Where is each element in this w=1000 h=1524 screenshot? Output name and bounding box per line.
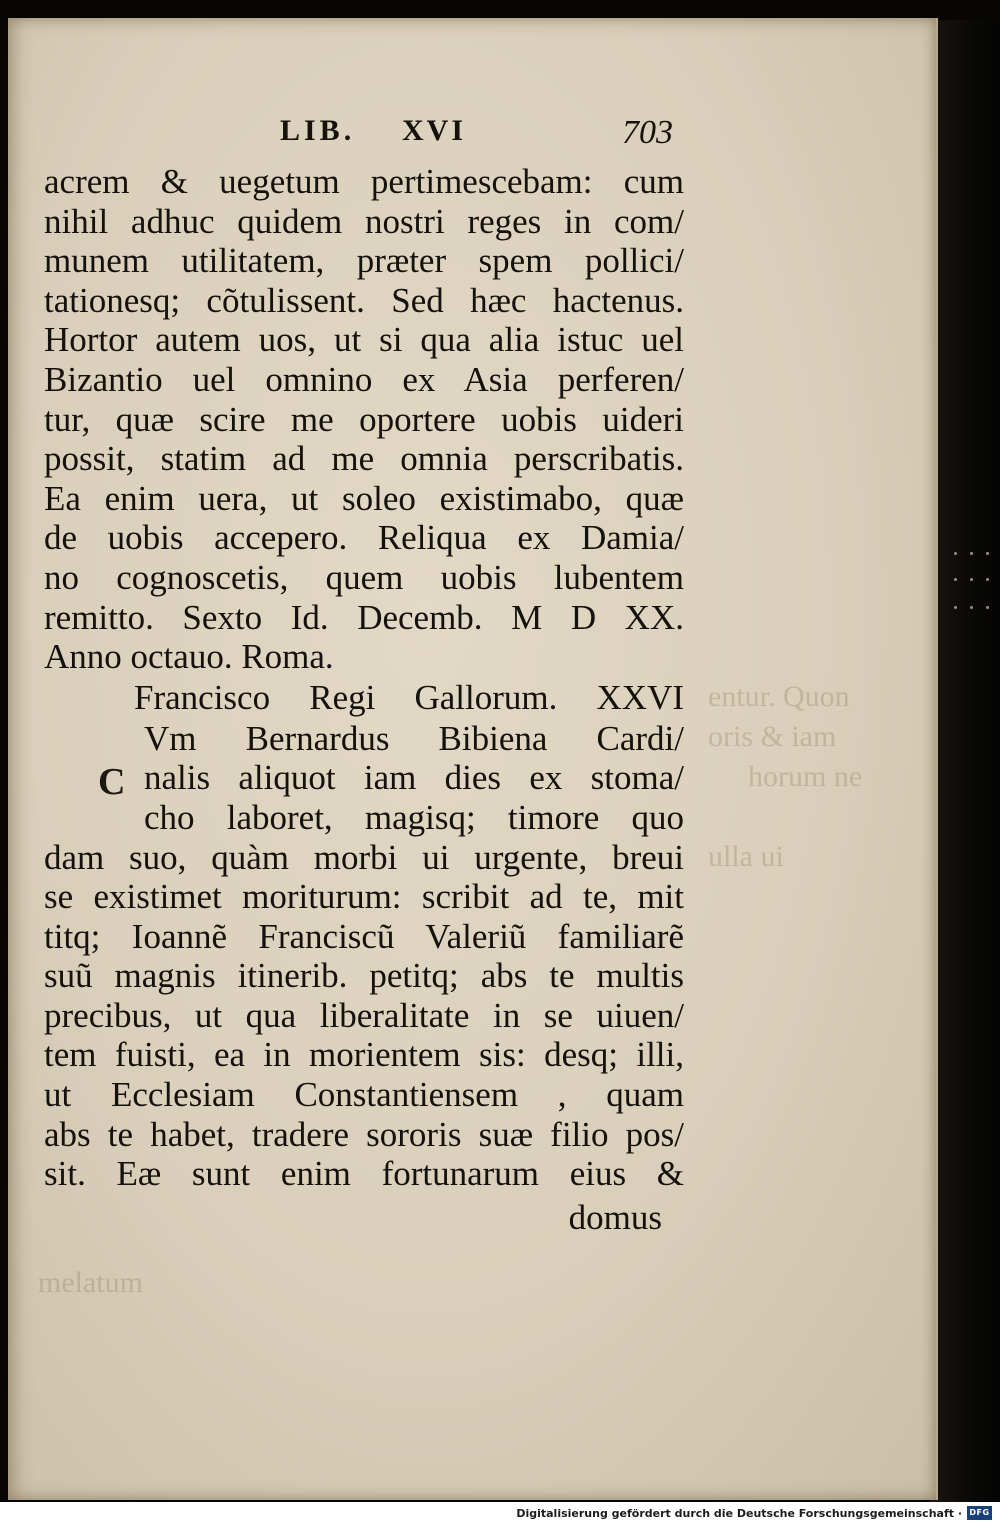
- paragraph-letter-end: [44, 162, 684, 677]
- text-line: se existimet moriturum: scribit ad te, mit: [44, 877, 684, 917]
- text-line: no cognoscetis, quem uobis lubentem: [44, 557, 684, 597]
- text-line: possit, statim ad me omnia perscribatis.: [44, 439, 684, 479]
- text-line: acrem & uegetum pertimescebam: cum: [44, 162, 684, 201]
- text-line: ut Ecclesiam Constantiensem , quam: [44, 1075, 684, 1115]
- text-line: Vm Bernardus Bibiena Cardi/: [144, 718, 684, 758]
- running-head-lib: LIB.: [280, 114, 356, 147]
- text-line: abs te habet, tradere sororis suæ filio pos/: [44, 1114, 684, 1154]
- text-line: Hortor autem uos, ut si qua alia istuc uel: [44, 320, 684, 360]
- page-number: 703: [622, 114, 673, 151]
- letter-heading: Francisco Regi Gallorum. XXVI: [134, 677, 684, 717]
- text-line: Ea enim uera, ut soleo existimabo, quæ: [44, 478, 684, 518]
- running-head-book-number: XVI: [402, 114, 467, 147]
- show-through-ghost: entur. Quon: [708, 680, 850, 713]
- running-head: [44, 100, 684, 162]
- text-line: remitto. Sexto Id. Decemb. M D XX.: [44, 597, 684, 637]
- show-through-ghost: horum ne: [748, 760, 863, 793]
- text-line: Bizantio uel omnino ex Asia perferen/: [44, 359, 684, 399]
- page-text: [44, 100, 684, 1236]
- text-line: titq; Ioannẽ Franciscũ Valeriũ familiarẽ: [44, 916, 684, 956]
- text-line: tationesq; cõtulissent. Sed hæc hactenus.: [44, 280, 684, 320]
- show-through-ghost: melatum: [38, 1266, 143, 1299]
- text-line: sit. Eæ sunt enim fortunarum eius &: [44, 1154, 684, 1194]
- book-page: [8, 18, 938, 1500]
- text-line: nalis aliquot iam dies ex stoma/: [144, 758, 684, 798]
- page-edge-specks: [948, 548, 1000, 618]
- show-through-ghost: ulla ui: [708, 840, 784, 873]
- dfg-logo: DFG: [967, 1506, 992, 1520]
- text-line: dam suo, quàm morbi ui urgente, breui: [44, 837, 684, 877]
- text-line: Anno octauo. Roma.: [44, 637, 334, 677]
- funding-credit: Digitalisierung gefördert durch die Deutsche Forschungsgemeinschaft ·: [516, 1507, 962, 1520]
- text-line: suũ magnis itinerib. petitq; abs te multis: [44, 956, 684, 996]
- paragraph-new-letter: [44, 719, 684, 1194]
- adjacent-page-edge: [930, 20, 1000, 1502]
- show-through-ghost: oris & iam: [708, 720, 837, 753]
- catchword: domus: [568, 1197, 662, 1237]
- text-line: de uobis accepero. Reliqua ex Damia/: [44, 518, 684, 558]
- text-line: cho laboret, magisq; timore quo: [144, 797, 684, 837]
- text-line: tur, quæ scire me oportere uobis uideri: [44, 399, 684, 439]
- text-line: nihil adhuc quidem nostri reges in com/: [44, 201, 684, 241]
- catchword-row: [44, 1194, 684, 1236]
- text-line: precibus, ut qua liberalitate in se uiuen/: [44, 995, 684, 1035]
- drop-initial: C: [98, 760, 126, 803]
- text-line: munem utilitatem, præter spem pollici/: [44, 241, 684, 281]
- text-line: tem fuisti, ea in morientem sis: desq; illi,: [44, 1035, 684, 1075]
- digitization-footer: [0, 1502, 1000, 1524]
